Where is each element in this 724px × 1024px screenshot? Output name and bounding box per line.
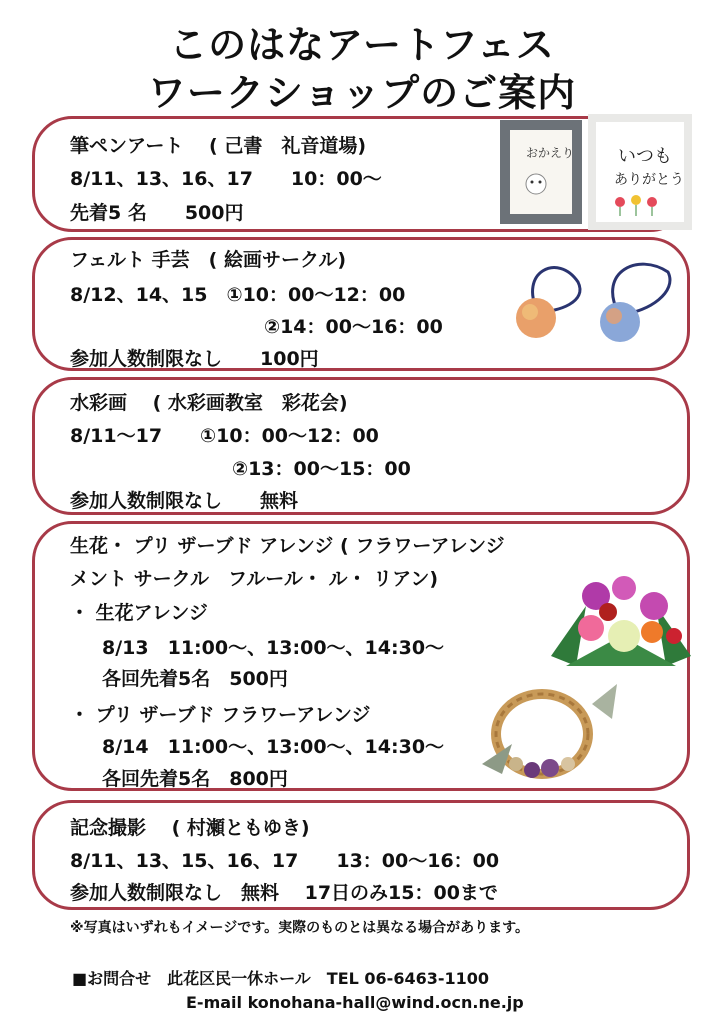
workshop-schedule: 8/11、13、16、17 10：00～ [70, 168, 382, 190]
workshop-schedule-second: ②14：00～16：00 [264, 316, 443, 338]
workshop-title: フェルト 手芸 ( 絵画サークル) [70, 249, 347, 271]
workshop-title: 筆ペンアート ( 己書 礼音道場) [70, 135, 367, 157]
brush-pen-art-frames-image [496, 112, 696, 230]
felt-hair-ties-image [508, 252, 688, 348]
fresh-flower-capacity-price: 各回先着5名 500円 [102, 668, 288, 690]
workshop-schedule-second: ②13：00～15：00 [232, 458, 411, 480]
fresh-flower-heading: ・ 生花アレンジ [70, 602, 208, 624]
workshop-capacity-price: 参加人数制限なし 無料 [70, 490, 299, 512]
preserved-flower-capacity-price: 各回先着5名 800円 [102, 768, 288, 790]
workshop-schedule: 8/12、14、15 ①10：00～12：00 [70, 284, 406, 306]
page-title-line-2: ワークショップのご案内 [147, 71, 577, 115]
svg-text:おかえり: おかえり [526, 146, 575, 160]
preserved-flower-wreath-image [472, 664, 622, 788]
svg-text:いつも: いつも [618, 146, 672, 167]
contact-info: ■お問合せ 此花区民一休ホール TEL 06-6463-1100 [72, 969, 490, 988]
workshop-capacity-price: 参加人数制限なし 100円 [70, 348, 319, 370]
preserved-flower-heading: ・ プリ ザーブド フラワーアレンジ [70, 704, 371, 726]
page-title-line-1: このはなアートフェス [169, 23, 555, 67]
preserved-flower-schedule: 8/14 11:00～、13:00～、14:30～ [102, 736, 445, 758]
workshop-capacity-price: 参加人数制限なし 無料 17日のみ15：00まで [70, 882, 498, 904]
workshop-schedule: 8/11～17 ①10：00～12：00 [70, 425, 379, 447]
fresh-flower-arrangement-image [546, 566, 696, 678]
workshop-capacity-price: 先着5 名 500円 [70, 202, 244, 224]
workshop-title: 水彩画 ( 水彩画教室 彩花会) [70, 392, 348, 414]
workshop-schedule: 8/11、13、15、16、17 13：00～16：00 [70, 850, 500, 872]
workshop-title-continued: メント サークル フルール・ ル・ リアン) [70, 568, 439, 590]
image-disclaimer: ※写真はいずれもイメージです。実際のものとは異なる場合があります。 [70, 920, 529, 936]
workshop-title: 生花・ プリ ザーブド アレンジ ( フラワーアレンジ [70, 535, 505, 557]
contact-email: E-mail konohana-hall@wind.ocn.ne.jp [186, 993, 524, 1012]
workshop-title: 記念撮影 ( 村瀬ともゆき) [70, 817, 310, 839]
svg-text:ありがとう: ありがとう [614, 172, 684, 188]
fresh-flower-schedule: 8/13 11:00～、13:00～、14:30～ [102, 637, 445, 659]
